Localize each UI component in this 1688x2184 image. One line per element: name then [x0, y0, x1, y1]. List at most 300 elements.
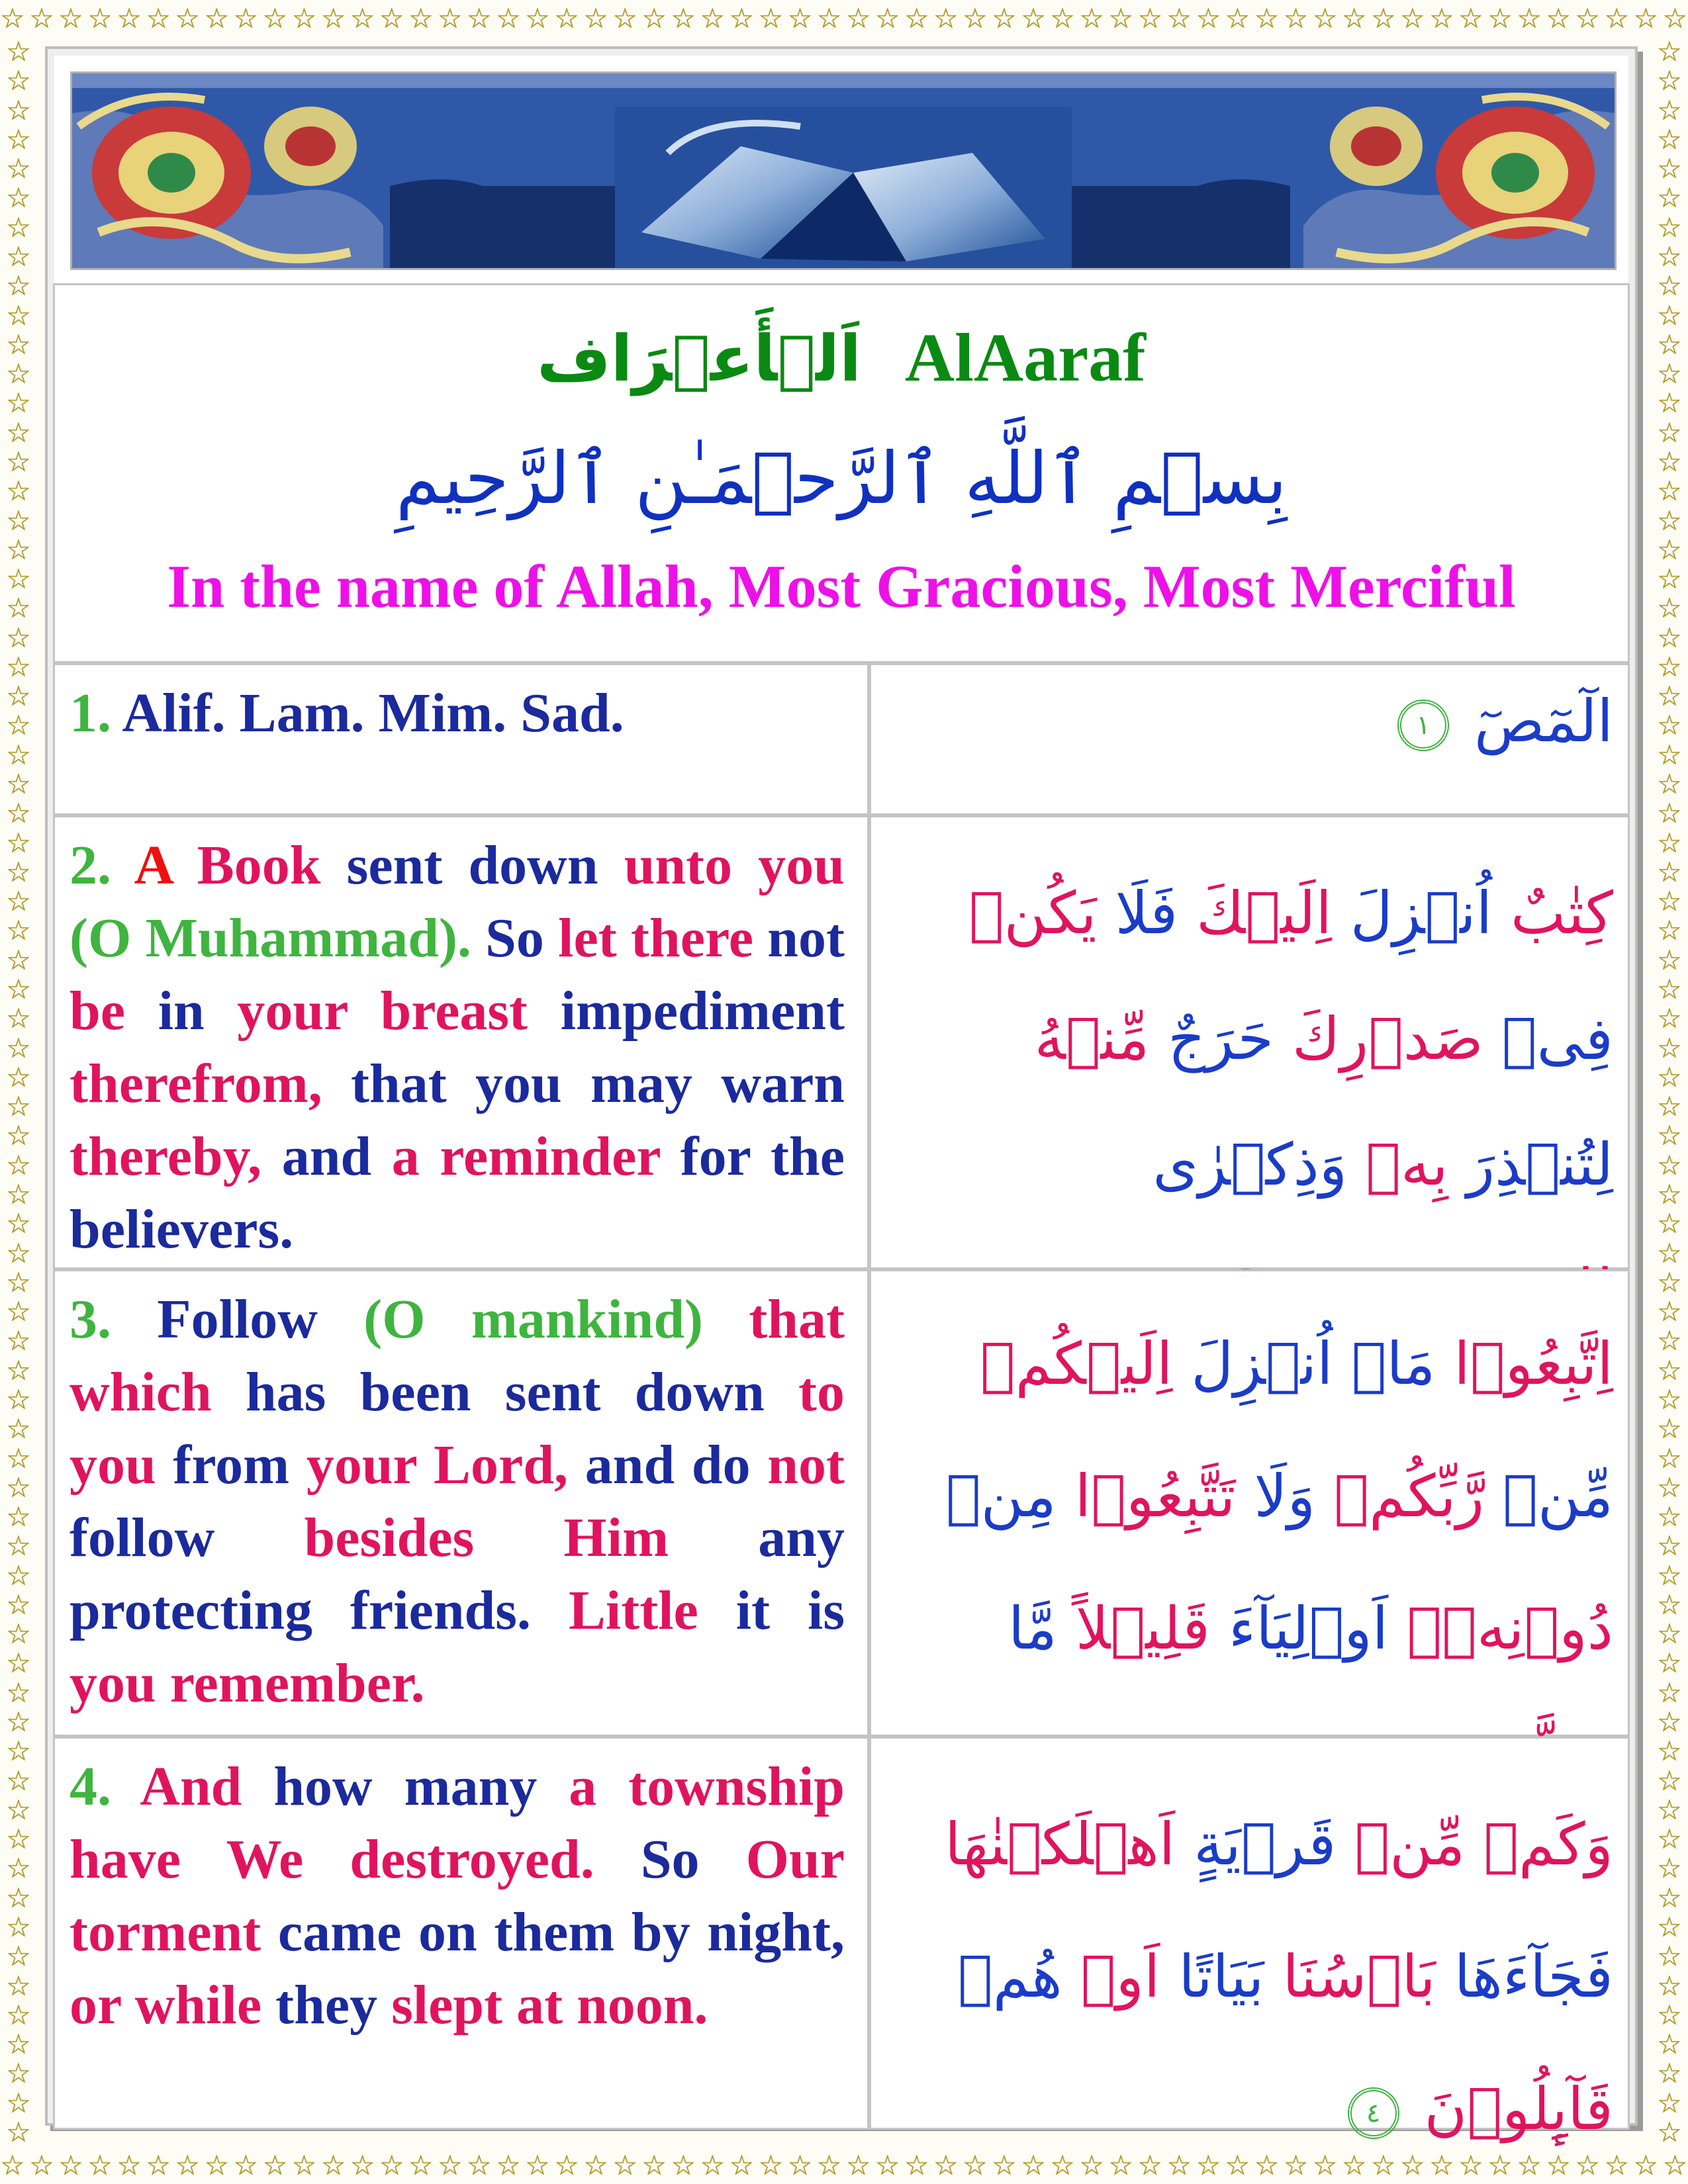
star-ornament: ☆: [1657, 1676, 1682, 1709]
verse-english-segment: to you: [70, 1361, 845, 1496]
star-ornament: ☆: [1400, 2, 1425, 34]
verse-arabic-segment: قَلِيۡلاً: [1056, 1594, 1210, 1662]
star-ornament: ☆: [1657, 1090, 1682, 1123]
verse-english-segment: sent down: [346, 835, 624, 896]
verse-arabic-segment: اَوۡلِيَآءَ: [1209, 1594, 1389, 1662]
verse-english-segment: unto you: [624, 835, 845, 896]
star-ornament: ☆: [1657, 298, 1682, 332]
verse-english-segment: in: [158, 980, 238, 1042]
verse-1-english-cell: [53, 663, 869, 815]
verse-english-segment: Book: [171, 835, 347, 896]
star-ornament: ☆: [1657, 943, 1682, 976]
star-ornament: ☆: [1633, 2149, 1659, 2181]
star-ornament: ☆: [6, 1002, 31, 1035]
star-ornament: ☆: [1657, 1500, 1682, 1533]
star-ornament: ☆: [6, 1295, 31, 1328]
verse-arabic-segment: دُوۡنِهٖۤ: [1388, 1594, 1613, 1662]
star-ornament: ☆: [58, 2149, 83, 2181]
verse-english-segment: for the believers.: [70, 1126, 845, 1260]
star-ornament: ☆: [6, 914, 31, 947]
verse-1-arabic-cell: [869, 663, 1630, 815]
star-ornament: ☆: [1657, 1735, 1682, 1768]
star-ornament: ☆: [6, 1764, 31, 1797]
star-ornament: ☆: [233, 2149, 259, 2181]
star-ornament: ☆: [6, 298, 31, 332]
star-ornament: ☆: [671, 2149, 696, 2181]
star-ornament: ☆: [87, 2149, 113, 2181]
verse-english-segment: or while: [70, 1974, 276, 2036]
star-ornament: ☆: [6, 621, 31, 654]
star-ornament: ☆: [1604, 2, 1630, 34]
star-ornament: ☆: [1254, 2149, 1280, 2181]
star-ornament: ☆: [1657, 1471, 1682, 1504]
surah-title-cell: [53, 283, 1630, 663]
star-ornament: ☆: [1458, 2149, 1483, 2181]
verse-english-segment: Alif. Lam. Mim. Sad.: [111, 682, 624, 744]
star-ornament: ☆: [1546, 2149, 1571, 2181]
star-border-left: [0, 37, 37, 2147]
star-ornament: ☆: [467, 2149, 492, 2181]
star-ornament: ☆: [1196, 2149, 1221, 2181]
surah-title: [55, 318, 1628, 398]
ayah-end-marker: ١: [1397, 700, 1449, 751]
verse-english-segment: not: [767, 1434, 845, 1496]
star-ornament: ☆: [6, 1588, 31, 1621]
verse-arabic: [871, 1739, 1628, 2143]
star-ornament: ☆: [6, 181, 31, 214]
star-ornament: ☆: [6, 1031, 31, 1064]
star-ornament: ☆: [6, 504, 31, 537]
verse-english-segment: And: [111, 1756, 274, 1817]
star-ornament: ☆: [1657, 1236, 1682, 1269]
star-ornament: ☆: [1657, 93, 1682, 126]
star-ornament: ☆: [0, 2149, 25, 2181]
star-ornament: ☆: [1283, 2, 1309, 34]
star-border-top: [0, 0, 1688, 37]
star-ornament: ☆: [1657, 37, 1682, 68]
star-ornament: ☆: [1657, 826, 1682, 859]
star-ornament: ☆: [1604, 2149, 1630, 2181]
verse-number: 1.: [70, 682, 111, 744]
star-ornament: ☆: [117, 2149, 142, 2181]
star-ornament: ☆: [233, 2, 259, 34]
star-ornament: ☆: [6, 269, 31, 302]
verse-number: 3.: [70, 1289, 111, 1350]
verse-english-segment: be: [70, 980, 158, 1042]
star-ornament: ☆: [1633, 2, 1659, 34]
star-ornament: ☆: [437, 2, 463, 34]
star-ornament: ☆: [1657, 1148, 1682, 1181]
star-ornament: ☆: [1225, 2, 1250, 34]
star-ornament: ☆: [1575, 2, 1601, 34]
star-ornament: ☆: [1254, 2, 1280, 34]
star-ornament: ☆: [1657, 1324, 1682, 1357]
verse-arabic-segment: اُنۡزِلَ: [1172, 1330, 1333, 1398]
star-ornament: ☆: [1079, 2, 1104, 34]
star-ornament: ☆: [1657, 1793, 1682, 1826]
star-ornament: ☆: [6, 1177, 31, 1210]
star-ornament: ☆: [6, 1823, 31, 1856]
verse-arabic-segment: وَلَا: [1235, 1462, 1316, 1530]
star-ornament: ☆: [554, 2149, 579, 2181]
star-ornament: ☆: [1657, 1881, 1682, 1914]
star-ornament: ☆: [874, 2149, 900, 2181]
star-ornament: ☆: [1657, 387, 1682, 420]
star-ornament: ☆: [6, 1090, 31, 1123]
star-ornament: ☆: [6, 855, 31, 888]
star-ornament: ☆: [554, 2, 579, 34]
star-ornament: ☆: [1657, 1412, 1682, 1445]
star-ornament: ☆: [962, 2149, 988, 2181]
star-ornament: ☆: [6, 768, 31, 801]
star-ornament: ☆: [437, 2149, 463, 2181]
star-ornament: ☆: [0, 2, 25, 34]
verse-arabic-segment: فَلَا: [1096, 879, 1178, 947]
star-ornament: ☆: [1657, 1764, 1682, 1797]
star-ornament: ☆: [58, 2, 83, 34]
star-ornament: ☆: [117, 2, 142, 34]
verse-english-segment: has been sent down: [245, 1361, 799, 1423]
verse-english-segment: they: [275, 1974, 392, 2036]
star-ornament: ☆: [1021, 2, 1046, 34]
star-ornament: ☆: [6, 1236, 31, 1269]
star-ornament: ☆: [6, 973, 31, 1005]
star-ornament: ☆: [1429, 2149, 1454, 2181]
verse-english: [55, 1739, 867, 2128]
star-ornament: ☆: [1487, 2, 1513, 34]
verse-arabic-segment: حَرَجٌ: [1149, 1005, 1274, 1073]
star-ornament: ☆: [1370, 2149, 1396, 2181]
star-ornament: ☆: [6, 563, 31, 596]
verse-english-segment: not: [767, 907, 845, 969]
verse-3-arabic-cell: [869, 1269, 1630, 1737]
star-ornament: ☆: [1657, 1559, 1682, 1592]
star-ornament: ☆: [6, 1911, 31, 1943]
star-ornament: ☆: [729, 2149, 755, 2181]
star-ornament: ☆: [1657, 1002, 1682, 1035]
star-ornament: ☆: [6, 1500, 31, 1533]
star-ornament: ☆: [1657, 592, 1682, 625]
star-ornament: ☆: [6, 1119, 31, 1152]
star-ornament: ☆: [962, 2, 988, 34]
star-ornament: ☆: [1400, 2149, 1425, 2181]
verse-arabic-segment: لِتُنۡذِرَ: [1448, 1130, 1613, 1199]
star-ornament: ☆: [6, 1353, 31, 1387]
star-ornament: ☆: [1196, 2, 1221, 34]
verse-english-segment: Our torment: [70, 1829, 845, 1963]
star-ornament: ☆: [845, 2149, 871, 2181]
star-ornament: ☆: [1429, 2, 1454, 34]
verse-english-segment: [111, 835, 134, 896]
verse-arabic-segment: اَهۡلَكۡنٰهَا: [945, 1810, 1176, 1878]
star-ornament: ☆: [1487, 2149, 1513, 2181]
verse-arabic-segment: بَيَاتًا: [1160, 1942, 1264, 2011]
star-ornament: ☆: [933, 2, 959, 34]
star-ornament: ☆: [1050, 2, 1075, 34]
star-ornament: ☆: [6, 826, 31, 859]
star-ornament: ☆: [1657, 1441, 1682, 1475]
verse-2-english-cell: [53, 815, 869, 1269]
surah-name-english: AlAaraf: [905, 320, 1146, 396]
verse-english-segment: let there: [558, 907, 768, 969]
star-ornament: ☆: [320, 2, 346, 34]
star-ornament: ☆: [6, 533, 31, 566]
star-ornament: ☆: [1312, 2, 1338, 34]
verse-english-segment: you remember.: [70, 1653, 425, 1714]
bismillah-english: In the name of Allah, Most Gracious, Most Merciful: [167, 553, 1516, 620]
verse-english: [55, 817, 867, 1267]
verse-arabic-segment: كِتٰبٌ: [1492, 879, 1613, 947]
star-ornament: ☆: [6, 1969, 31, 2002]
star-ornament: ☆: [6, 1676, 31, 1709]
star-ornament: ☆: [1657, 1706, 1682, 1739]
verse-english-segment: (O mankind): [363, 1289, 749, 1350]
verse-arabic-segment: وَذِكۡرٰى: [1152, 1130, 1348, 1199]
star-ornament: ☆: [1657, 1998, 1682, 2031]
star-ornament: ☆: [6, 152, 31, 185]
star-ornament: ☆: [1657, 2057, 1682, 2090]
star-ornament: ☆: [6, 210, 31, 244]
star-ornament: ☆: [320, 2149, 346, 2181]
star-ornament: ☆: [1108, 2149, 1134, 2181]
verse-english-segment: it is: [735, 1580, 845, 1641]
verse-english-segment: impediment: [560, 980, 845, 1042]
star-ornament: ☆: [758, 2149, 784, 2181]
star-ornament: ☆: [1079, 2149, 1104, 2181]
star-ornament: ☆: [6, 1852, 31, 1885]
star-ornament: ☆: [1657, 1529, 1682, 1563]
star-ornament: ☆: [146, 2, 171, 34]
star-ornament: ☆: [6, 93, 31, 126]
star-ornament: ☆: [87, 2, 113, 34]
star-ornament: ☆: [700, 2, 726, 34]
verse-english-segment: and do: [585, 1434, 768, 1496]
star-ornament: ☆: [1657, 1295, 1682, 1328]
star-ornament: ☆: [1657, 475, 1682, 508]
verse-arabic-segment: مَاۤ: [1333, 1330, 1436, 1398]
verse-english-segment: So: [640, 1829, 746, 1890]
star-ornament: ☆: [6, 709, 31, 742]
star-ornament: ☆: [1341, 2149, 1367, 2181]
star-ornament: ☆: [1458, 2, 1483, 34]
star-ornament: ☆: [583, 2, 608, 34]
star-ornament: ☆: [1657, 973, 1682, 1005]
star-ornament: ☆: [6, 1793, 31, 1826]
star-ornament: ☆: [1657, 240, 1682, 273]
verse-arabic-segment: الٓمٓصٓ: [1456, 687, 1613, 755]
star-ornament: ☆: [6, 650, 31, 683]
star-ornament: ☆: [583, 2149, 608, 2181]
verse-english: [55, 665, 867, 813]
star-ornament: ☆: [6, 797, 31, 830]
surah-name-arabic: اَلۡأَعۡرَاف: [537, 322, 862, 396]
star-ornament: ☆: [6, 122, 31, 156]
verse-arabic-segment: مَّا: [1008, 1594, 1057, 1662]
star-ornament: ☆: [6, 1735, 31, 1768]
verse-english-segment: your Lord,: [306, 1434, 585, 1496]
star-ornament: ☆: [1517, 2149, 1542, 2181]
star-ornament: ☆: [6, 240, 31, 273]
star-ornament: ☆: [6, 475, 31, 508]
star-ornament: ☆: [1662, 2, 1688, 34]
star-ornament: ☆: [6, 64, 31, 97]
verse-arabic-segment: وَكَمۡ: [1465, 1810, 1613, 1878]
star-ornament: ☆: [408, 2, 434, 34]
verse-arabic-segment: اُنۡزِلَ: [1331, 879, 1493, 947]
star-ornament: ☆: [6, 416, 31, 449]
star-ornament: ☆: [6, 328, 31, 361]
verse-arabic-segment: مِّنۡ: [1484, 1462, 1613, 1530]
star-ornament: ☆: [6, 1529, 31, 1563]
star-ornament: ☆: [612, 2, 637, 34]
star-ornament: ☆: [1657, 210, 1682, 244]
star-ornament: ☆: [6, 1617, 31, 1651]
verse-arabic-segment: اَوۡ: [1062, 1942, 1160, 2011]
star-ornament: ☆: [467, 2, 492, 34]
star-ornament: ☆: [1657, 1911, 1682, 1943]
verse-2-arabic-cell: [869, 815, 1630, 1269]
star-ornament: ☆: [6, 1881, 31, 1914]
verse-english-segment: how many: [273, 1756, 569, 1817]
star-ornament: ☆: [291, 2, 317, 34]
star-ornament: ☆: [1657, 1265, 1682, 1298]
verse-english-segment: So: [471, 907, 559, 969]
star-ornament: ☆: [758, 2, 784, 34]
star-ornament: ☆: [1657, 680, 1682, 713]
star-ornament: ☆: [1166, 2149, 1192, 2181]
star-ornament: ☆: [1657, 1940, 1682, 1973]
star-ornament: ☆: [291, 2149, 317, 2181]
star-ornament: ☆: [350, 2, 375, 34]
star-ornament: ☆: [1657, 1207, 1682, 1240]
star-ornament: ☆: [1312, 2149, 1338, 2181]
star-ornament: ☆: [6, 943, 31, 976]
star-ornament: ☆: [1341, 2, 1367, 34]
verse-english-segment: township have We destroyed.: [70, 1756, 845, 1890]
star-ornament: ☆: [6, 1940, 31, 1973]
star-ornament: ☆: [1657, 416, 1682, 449]
star-ornament: ☆: [1657, 914, 1682, 947]
star-ornament: ☆: [1657, 328, 1682, 361]
star-ornament: ☆: [6, 1998, 31, 2031]
verse-arabic-segment: اِلَيۡكَ: [1178, 879, 1332, 947]
star-ornament: ☆: [1546, 2, 1571, 34]
star-ornament: ☆: [1657, 1823, 1682, 1856]
star-ornament: ☆: [6, 1265, 31, 1298]
verse-english-segment: from: [173, 1434, 306, 1496]
verse-arabic-segment: تَتَّبِعُوۡا: [1056, 1462, 1236, 1530]
star-ornament: ☆: [350, 2149, 375, 2181]
verse-english-segment: that which: [70, 1289, 845, 1423]
star-ornament: ☆: [496, 2, 521, 34]
star-ornament: ☆: [29, 2149, 54, 2181]
star-ornament: ☆: [6, 1412, 31, 1445]
star-ornament: ☆: [1657, 1031, 1682, 1064]
star-ornament: ☆: [1657, 64, 1682, 97]
verse-3-english-cell: [53, 1269, 869, 1737]
verse-english-segment: (O Muhammad).: [70, 907, 471, 969]
star-ornament: ☆: [6, 1471, 31, 1504]
star-ornament: ☆: [6, 2057, 31, 2090]
star-ornament: ☆: [1657, 855, 1682, 888]
star-ornament: ☆: [6, 1647, 31, 1680]
verse-arabic-segment: مِّنۡ: [1336, 1810, 1466, 1878]
star-ornament: ☆: [874, 2, 900, 34]
star-ornament: ☆: [1657, 797, 1682, 830]
star-ornament: ☆: [904, 2149, 929, 2181]
star-ornament: ☆: [1657, 357, 1682, 390]
star-border-right: [1651, 37, 1688, 2147]
star-ornament: ☆: [6, 1148, 31, 1181]
star-ornament: ☆: [1575, 2149, 1601, 2181]
star-ornament: ☆: [6, 357, 31, 390]
star-ornament: ☆: [641, 2149, 667, 2181]
star-ornament: ☆: [175, 2149, 201, 2181]
star-ornament: ☆: [816, 2149, 842, 2181]
star-ornament: ☆: [262, 2149, 288, 2181]
verse-english-segment: follow: [70, 1507, 305, 1569]
star-ornament: ☆: [525, 2149, 550, 2181]
verse-english-segment: slept at noon.: [391, 1974, 708, 2036]
star-ornament: ☆: [6, 592, 31, 625]
star-ornament: ☆: [379, 2, 404, 34]
star-ornament: ☆: [1225, 2149, 1250, 2181]
star-ornament: ☆: [6, 37, 31, 68]
star-ornament: ☆: [6, 445, 31, 478]
star-ornament: ☆: [671, 2, 696, 34]
verse-arabic-segment: فِىۡ: [1483, 1005, 1613, 1073]
verse-4-english-cell: [53, 1737, 869, 2130]
star-ornament: ☆: [1021, 2149, 1046, 2181]
verse-english-segment: besides Him: [304, 1507, 759, 1569]
verse-english-segment: Follow: [111, 1289, 364, 1350]
star-ornament: ☆: [408, 2149, 434, 2181]
verse-english-segment: thereby,: [70, 1126, 282, 1187]
star-ornament: ☆: [1657, 2086, 1682, 2119]
verse-english-segment: came on them by night,: [277, 1901, 845, 1963]
star-ornament: ☆: [1050, 2149, 1075, 2181]
star-ornament: ☆: [845, 2, 871, 34]
star-ornament: ☆: [6, 1441, 31, 1475]
star-ornament: ☆: [992, 2, 1017, 34]
star-ornament: ☆: [1657, 1353, 1682, 1387]
star-ornament: ☆: [6, 387, 31, 420]
verse-english-segment: Little: [568, 1580, 736, 1641]
star-ornament: ☆: [6, 2028, 31, 2061]
star-ornament: ☆: [379, 2149, 404, 2181]
verse-arabic-segment: يَكُنۡ: [968, 879, 1097, 947]
star-ornament: ☆: [1657, 152, 1682, 185]
ayah-end-marker: ٤: [1348, 2087, 1399, 2139]
star-ornament: ☆: [496, 2149, 521, 2181]
star-ornament: ☆: [992, 2149, 1017, 2181]
star-ornament: ☆: [525, 2, 550, 34]
ornament-image: [72, 73, 1615, 268]
star-ornament: ☆: [1657, 1119, 1682, 1152]
star-ornament: ☆: [700, 2149, 726, 2181]
verse-number: 4.: [70, 1756, 111, 1817]
star-ornament: ☆: [1657, 1647, 1682, 1680]
verse-arabic-segment: بِهٖ: [1347, 1130, 1448, 1199]
star-ornament: ☆: [1657, 650, 1682, 683]
star-ornament: ☆: [1370, 2, 1396, 34]
star-ornament: ☆: [1657, 621, 1682, 654]
verse-english-segment: and: [281, 1126, 392, 1187]
verse-arabic-segment: اِلَيۡكُمۡ: [980, 1330, 1173, 1398]
star-ornament: ☆: [641, 2, 667, 34]
verse-arabic-segment: مِّنۡهُ: [1034, 1005, 1150, 1073]
star-ornament: ☆: [1137, 2, 1163, 34]
